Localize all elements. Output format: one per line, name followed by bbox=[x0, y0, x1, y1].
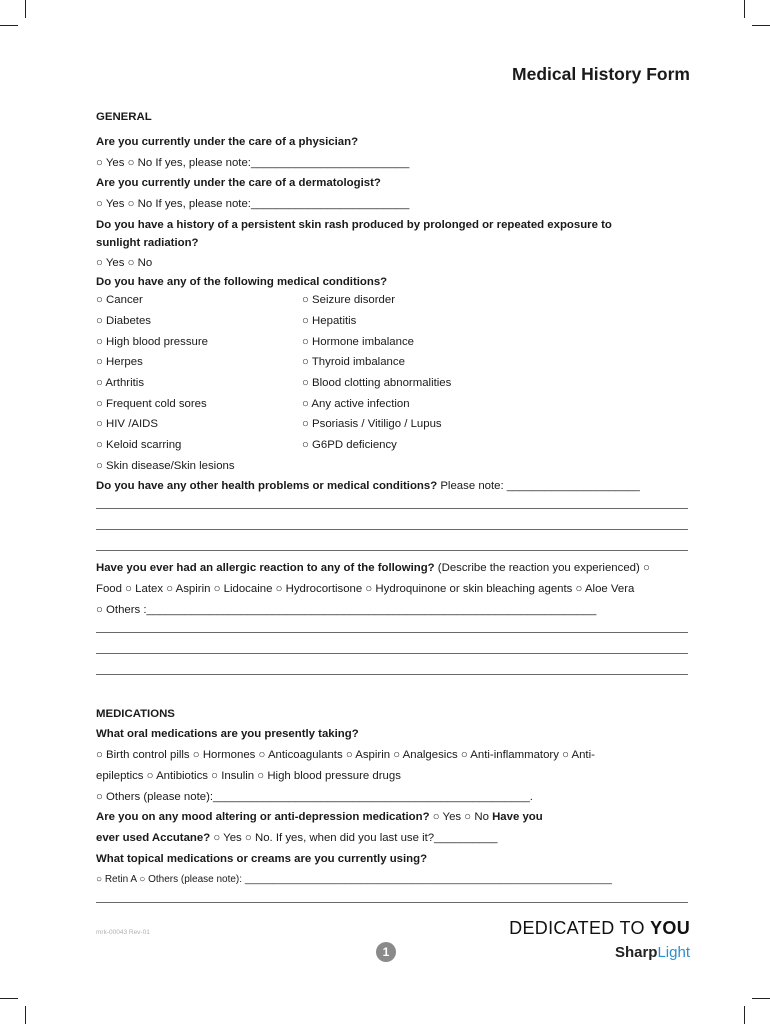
question-dermatologist: Are you currently under the care of a dermatologist? bbox=[96, 177, 381, 189]
crop-mark bbox=[744, 0, 745, 18]
question-skin-rash: Do you have a history of a persistent skin rash produced by prolonged or repeated exposure to bbox=[96, 219, 612, 231]
condition-option[interactable]: ○ Thyroid imbalance bbox=[302, 356, 405, 368]
question-medical-conditions: Do you have any of the following medical conditions? bbox=[96, 276, 388, 288]
section-heading-general: GENERAL bbox=[96, 111, 152, 123]
brand-sharp: Sharp bbox=[614, 944, 658, 961]
question-accutane-label: Have you bbox=[492, 811, 543, 823]
question-skin-rash-cont: sunlight radiation? bbox=[96, 237, 199, 249]
oral-medication-options[interactable]: ○ Birth control pills ○ Hormones ○ Anticoagulants ○ Aspirin ○ Analgesics ○ Anti-inflammatory ○ Anti- bbox=[96, 749, 595, 761]
write-in-line[interactable] bbox=[96, 508, 688, 509]
condition-option[interactable]: ○ Herpes bbox=[96, 356, 143, 368]
write-in-line[interactable] bbox=[96, 550, 688, 551]
question-allergy bbox=[96, 561, 650, 575]
allergy-options[interactable]: Food ○ Latex ○ Aspirin ○ Lidocaine ○ Hydrocortisone ○ Hydroquinone or skin bleaching agents ○ Aloe Vera bbox=[96, 583, 635, 595]
condition-option[interactable]: ○ Blood clotting abnormalities bbox=[302, 377, 452, 389]
write-in-line[interactable] bbox=[96, 653, 688, 654]
answer-skin-rash[interactable]: ○ Yes ○ No bbox=[96, 257, 153, 269]
condition-option[interactable]: ○ Arthritis bbox=[96, 377, 145, 389]
answer-accutane[interactable]: ○ Yes ○ No. If yes, when did you last use it?__________ bbox=[210, 832, 498, 844]
condition-option[interactable]: ○ Hormone imbalance bbox=[302, 336, 414, 348]
write-in-line[interactable] bbox=[96, 902, 688, 903]
brand-light: Light bbox=[657, 944, 690, 961]
crop-mark bbox=[25, 0, 26, 18]
answer-other-note[interactable]: Please note: _____________________ bbox=[437, 480, 640, 492]
crop-mark bbox=[752, 998, 770, 999]
form-id: mrk-00043 Rev-01 bbox=[96, 929, 150, 936]
tagline-light: DEDICATED TO bbox=[509, 918, 651, 938]
answer-allergy-describe[interactable]: (Describe the reaction you experienced) ○ bbox=[434, 562, 650, 574]
crop-mark bbox=[0, 998, 18, 999]
condition-option[interactable]: ○ Psoriasis / Vitiligo / Lupus bbox=[302, 418, 442, 430]
question-other-conditions bbox=[96, 479, 640, 493]
question-mood-medication bbox=[96, 810, 543, 824]
write-in-line[interactable] bbox=[96, 674, 688, 675]
brand-tagline bbox=[509, 918, 690, 939]
write-in-line[interactable] bbox=[96, 632, 688, 633]
oral-medication-others[interactable]: ○ Others (please note):__________________________________________________. bbox=[96, 791, 533, 803]
question-accutane bbox=[96, 831, 498, 845]
condition-option[interactable]: ○ Keloid scarring bbox=[96, 439, 182, 451]
question-physician: Are you currently under the care of a physician? bbox=[96, 136, 359, 148]
crop-mark bbox=[25, 1006, 26, 1024]
crop-mark bbox=[752, 25, 770, 26]
tagline-bold: YOU bbox=[650, 918, 690, 938]
condition-option[interactable]: ○ G6PD deficiency bbox=[302, 439, 397, 451]
question-oral-medications: What oral medications are you presently taking? bbox=[96, 728, 359, 740]
condition-option[interactable]: ○ Seizure disorder bbox=[302, 294, 395, 306]
condition-option[interactable]: ○ Any active infection bbox=[302, 398, 410, 410]
condition-option[interactable]: ○ High blood pressure bbox=[96, 336, 208, 348]
answer-physician[interactable]: ○ Yes ○ No If yes, please note:_________________________ bbox=[96, 157, 410, 169]
condition-option[interactable]: ○ HIV /AIDS bbox=[96, 418, 158, 430]
answer-dermatologist[interactable]: ○ Yes ○ No If yes, please note:_________________________ bbox=[96, 198, 410, 210]
question-other-label: Do you have any other health problems or medical conditions? bbox=[96, 480, 438, 492]
write-in-line[interactable] bbox=[96, 529, 688, 530]
question-accutane-label-cont: ever used Accutane? bbox=[96, 832, 211, 844]
page-title: Medical History Form bbox=[512, 64, 690, 84]
topical-medication-options[interactable]: ○ Retin A ○ Others (please note): __________________________________________________________________ bbox=[96, 874, 612, 885]
crop-mark bbox=[744, 1006, 745, 1024]
condition-option[interactable]: ○ Diabetes bbox=[96, 315, 152, 327]
condition-option[interactable]: ○ Skin disease/Skin lesions bbox=[96, 460, 235, 472]
condition-option[interactable]: ○ Cancer bbox=[96, 294, 143, 306]
crop-mark bbox=[0, 25, 18, 26]
question-mood-label: Are you on any mood altering or anti-depression medication? bbox=[96, 811, 430, 823]
allergy-others[interactable]: ○ Others :_______________________________________________________________________ bbox=[96, 604, 597, 616]
question-allergy-label: Have you ever had an allergic reaction to any of the following? bbox=[96, 562, 435, 574]
answer-mood[interactable]: ○ Yes ○ No bbox=[429, 811, 493, 823]
oral-medication-options-cont[interactable]: epileptics ○ Antibiotics ○ Insulin ○ High blood pressure drugs bbox=[96, 770, 401, 782]
brand-logo bbox=[615, 944, 690, 961]
page-number: 1 bbox=[376, 942, 396, 962]
condition-option[interactable]: ○ Hepatitis bbox=[302, 315, 357, 327]
section-heading-medications: MEDICATIONS bbox=[96, 708, 175, 720]
condition-option[interactable]: ○ Frequent cold sores bbox=[96, 398, 207, 410]
question-topical-medications: What topical medications or creams are you currently using? bbox=[96, 853, 428, 865]
